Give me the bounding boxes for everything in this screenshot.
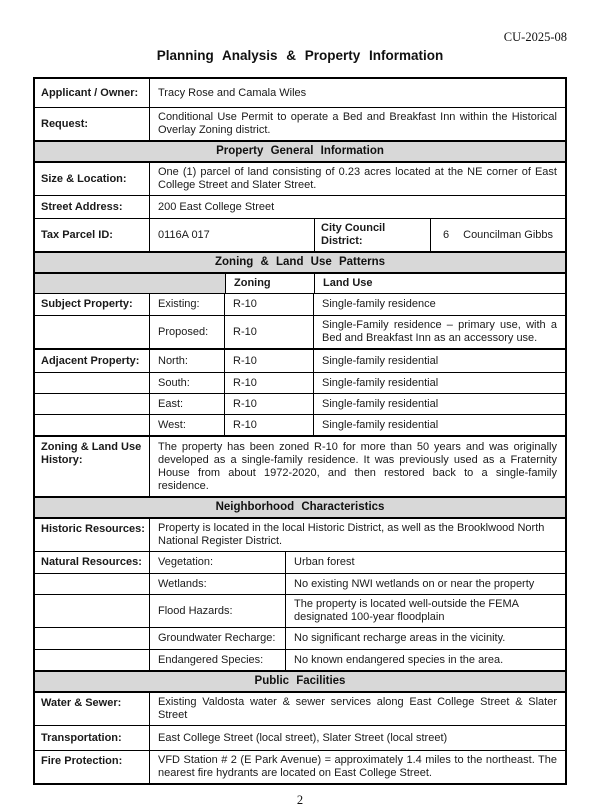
zoning-value: R-10 [224,316,313,348]
group-spacer [35,628,149,649]
subject-property-label: Subject Property: [41,298,133,310]
tax-parcel-label: Tax Parcel ID: [41,228,113,241]
row-historic-resources [35,519,565,551]
zoning-value: R-10 [224,350,313,372]
section-header-zoning-land-use-patterns [35,251,565,274]
direction-label: West: [149,415,224,435]
zoning-value: R-10 [224,373,313,393]
land-use-value: Single-family residential [313,415,565,435]
row-adjacent-west [35,414,565,435]
natural-category-label: Flood Hazards: [149,595,285,627]
row-natural-wetlands [35,573,565,594]
planning-analysis-table [33,77,567,785]
row-subject-proposed [35,315,565,348]
size-location-label: Size & Location: [41,172,127,185]
row-zoning-history [35,435,565,496]
document-page [0,30,600,806]
land-use-value: Single-family residence [313,294,565,315]
land-use-value: Single-family residential [313,394,565,414]
row-zoning-column-headers [35,274,565,293]
street-address-value: 200 East College Street [149,196,565,218]
water-sewer-label: Water & Sewer: [41,697,122,709]
direction-label: East: [149,394,224,414]
row-natural-groundwater [35,627,565,649]
row-natural-endangered-species [35,649,565,670]
group-spacer [35,415,149,435]
row-fire-protection [35,750,565,783]
natural-category-label: Wetlands: [149,574,285,594]
direction-label: Existing: [149,294,224,315]
council-district-name: Councilman Gibbs [463,228,553,241]
doc-number: CU-2025-08 [503,30,567,44]
section-header-neighborhood-characteristics [35,496,565,519]
zoning-history-value: The property has been zoned R-10 for more than 50 years and was originally developed as a single-family residence. It was previously used as a Fraternity House from about 1972-2020, and then restored back to a single-family residence. [149,437,565,496]
section-title: Zoning & Land Use Patterns [215,256,385,268]
row-natural-flood-hazards [35,594,565,627]
column-header-zoning: Zoning [225,274,314,293]
row-natural-vegetation [35,551,565,573]
natural-category-label: Groundwater Recharge: [149,628,285,649]
row-request [35,107,565,140]
adjacent-property-label: Adjacent Property: [41,354,140,367]
water-sewer-value: Existing Valdosta water & sewer services along East College Street & Slater Street [149,693,565,725]
street-address-label: Street Address: [41,200,123,213]
column-header-land-use: Land Use [314,274,565,293]
request-value: Conditional Use Permit to operate a Bed and Breakfast Inn within the Historical Overlay Zoning district. [149,108,565,140]
zoning-value: R-10 [224,415,313,435]
natural-category-value: No known endangered species in the area. [285,650,565,670]
council-district-number: 6 [443,228,450,241]
council-district-value [430,219,565,251]
section-header-public-facilities [35,670,565,693]
page-number: 2 [296,793,304,807]
land-use-value: Single-family residential [313,350,565,372]
request-label: Request: [41,117,89,130]
group-spacer [35,316,149,348]
natural-resources-label: Natural Resources: [41,556,142,568]
section-title: Public Facilities [254,675,346,687]
direction-label: South: [149,373,224,393]
zoning-value: R-10 [224,294,313,315]
row-subject-existing [35,293,565,315]
size-location-value: One (1) parcel of land consisting of 0.23 acres located at the NE corner of East College Street and Slater Street. [149,163,565,195]
zoning-value: R-10 [224,394,313,414]
zoning-history-label: Zoning & Land Use History: [41,441,142,466]
row-adjacent-south [35,372,565,393]
row-size-location [35,163,565,195]
council-district-label: City Council District: [314,219,430,251]
natural-category-value: The property is located well-outside the FEMA designated 100-year floodplain [285,595,565,627]
section-header-property-general-information [35,140,565,163]
applicant-owner-value: Tracy Rose and Camala Wiles [149,79,565,107]
fire-protection-value: VFD Station # 2 (E Park Avenue) = approximately 1.4 miles to the northeast. The nearest fire hydrants are located on East College Street. [149,751,565,783]
group-spacer [35,595,149,627]
land-use-value: Single-Family residence – primary use, with a Bed and Breakfast Inn as an accessory use. [313,316,565,348]
group-spacer [35,574,149,594]
natural-category-value: No existing NWI wetlands on or near the property [285,574,565,594]
row-adjacent-east [35,393,565,414]
transportation-label: Transportation: [41,731,122,744]
row-adjacent-north [35,348,565,372]
applicant-owner-label: Applicant / Owner: [41,86,139,99]
group-spacer [35,650,149,670]
transportation-value: East College Street (local street), Slater Street (local street) [149,726,565,750]
tax-parcel-value: 0116A 017 [149,219,314,251]
row-tax-parcel [35,218,565,251]
natural-category-label: Vegetation: [149,552,285,573]
group-spacer [35,373,149,393]
page-title: Planning Analysis & Property Information [156,48,444,63]
natural-category-value: Urban forest [285,552,565,573]
land-use-value: Single-family residential [313,373,565,393]
natural-category-label: Endangered Species: [149,650,285,670]
natural-category-value: No significant recharge areas in the vicinity. [285,628,565,649]
row-applicant-owner [35,79,565,107]
historic-resources-label: Historic Resources: [41,523,145,535]
zoning-header-spacer [35,274,225,293]
row-water-sewer [35,693,565,725]
direction-label: Proposed: [149,316,224,348]
row-transportation [35,725,565,750]
fire-protection-label: Fire Protection: [41,755,123,767]
section-title: Neighborhood Characteristics [215,501,385,513]
group-spacer [35,394,149,414]
section-title: Property General Information [216,145,384,157]
direction-label: North: [149,350,224,372]
historic-resources-value: Property is located in the local Historic District, as well as the Brooklwood North National Register District. [149,519,565,551]
row-street-address [35,195,565,218]
